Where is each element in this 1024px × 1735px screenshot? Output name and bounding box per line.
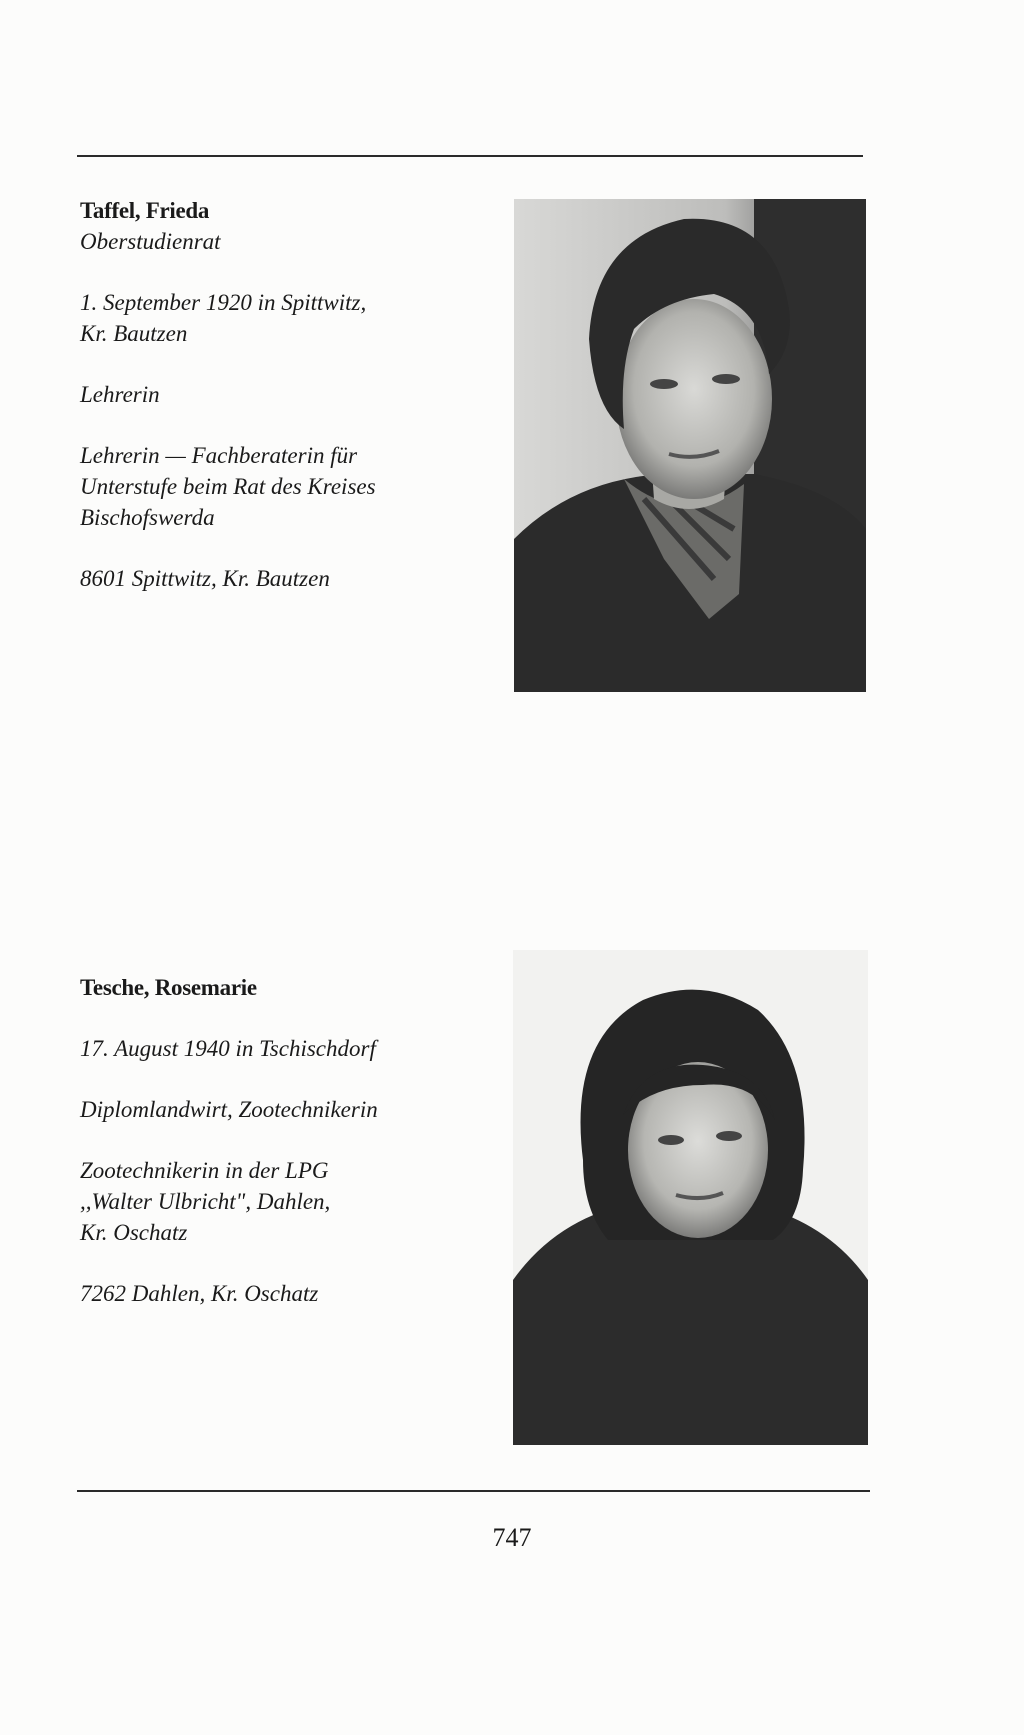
entry-address: 8601 Spittwitz, Kr. Bautzen	[80, 566, 330, 591]
entry-profession: Lehrerin	[80, 382, 160, 407]
entry-position: Bischofswerda	[80, 505, 215, 530]
entry-position: Unterstufe beim Rat des Kreises	[80, 474, 376, 499]
entry-address: 7262 Dahlen, Kr. Oschatz	[80, 1281, 319, 1306]
entry-tesche	[80, 972, 480, 1309]
portrait-photo-icon	[513, 950, 868, 1445]
entry-name: Taffel, Frieda	[80, 198, 210, 223]
entry-taffel	[80, 195, 480, 594]
entry-name: Tesche, Rosemarie	[80, 975, 257, 1000]
entry-title: Oberstudienrat	[80, 229, 221, 254]
entry-position: ,,Walter Ulbricht", Dahlen,	[80, 1189, 331, 1214]
entry-birth: 1. September 1920 in Spittwitz,	[80, 290, 367, 315]
portrait-photo-taffel	[514, 199, 866, 692]
entry-position: Kr. Oschatz	[80, 1220, 188, 1245]
bottom-rule	[77, 1490, 870, 1492]
entry-birth: Kr. Bautzen	[80, 321, 188, 346]
entry-position: Zootechnikerin in der LPG	[80, 1158, 329, 1183]
portrait-photo-icon	[514, 199, 866, 692]
page-number: 747	[492, 1523, 532, 1552]
entry-position: Lehrerin — Fachberaterin für	[80, 443, 358, 468]
portrait-photo-tesche	[513, 950, 868, 1445]
entry-profession: Diplomlandwirt, Zootechnikerin	[80, 1097, 378, 1122]
top-rule	[77, 155, 863, 157]
entry-birth: 17. August 1940 in Tschischdorf	[80, 1036, 376, 1061]
